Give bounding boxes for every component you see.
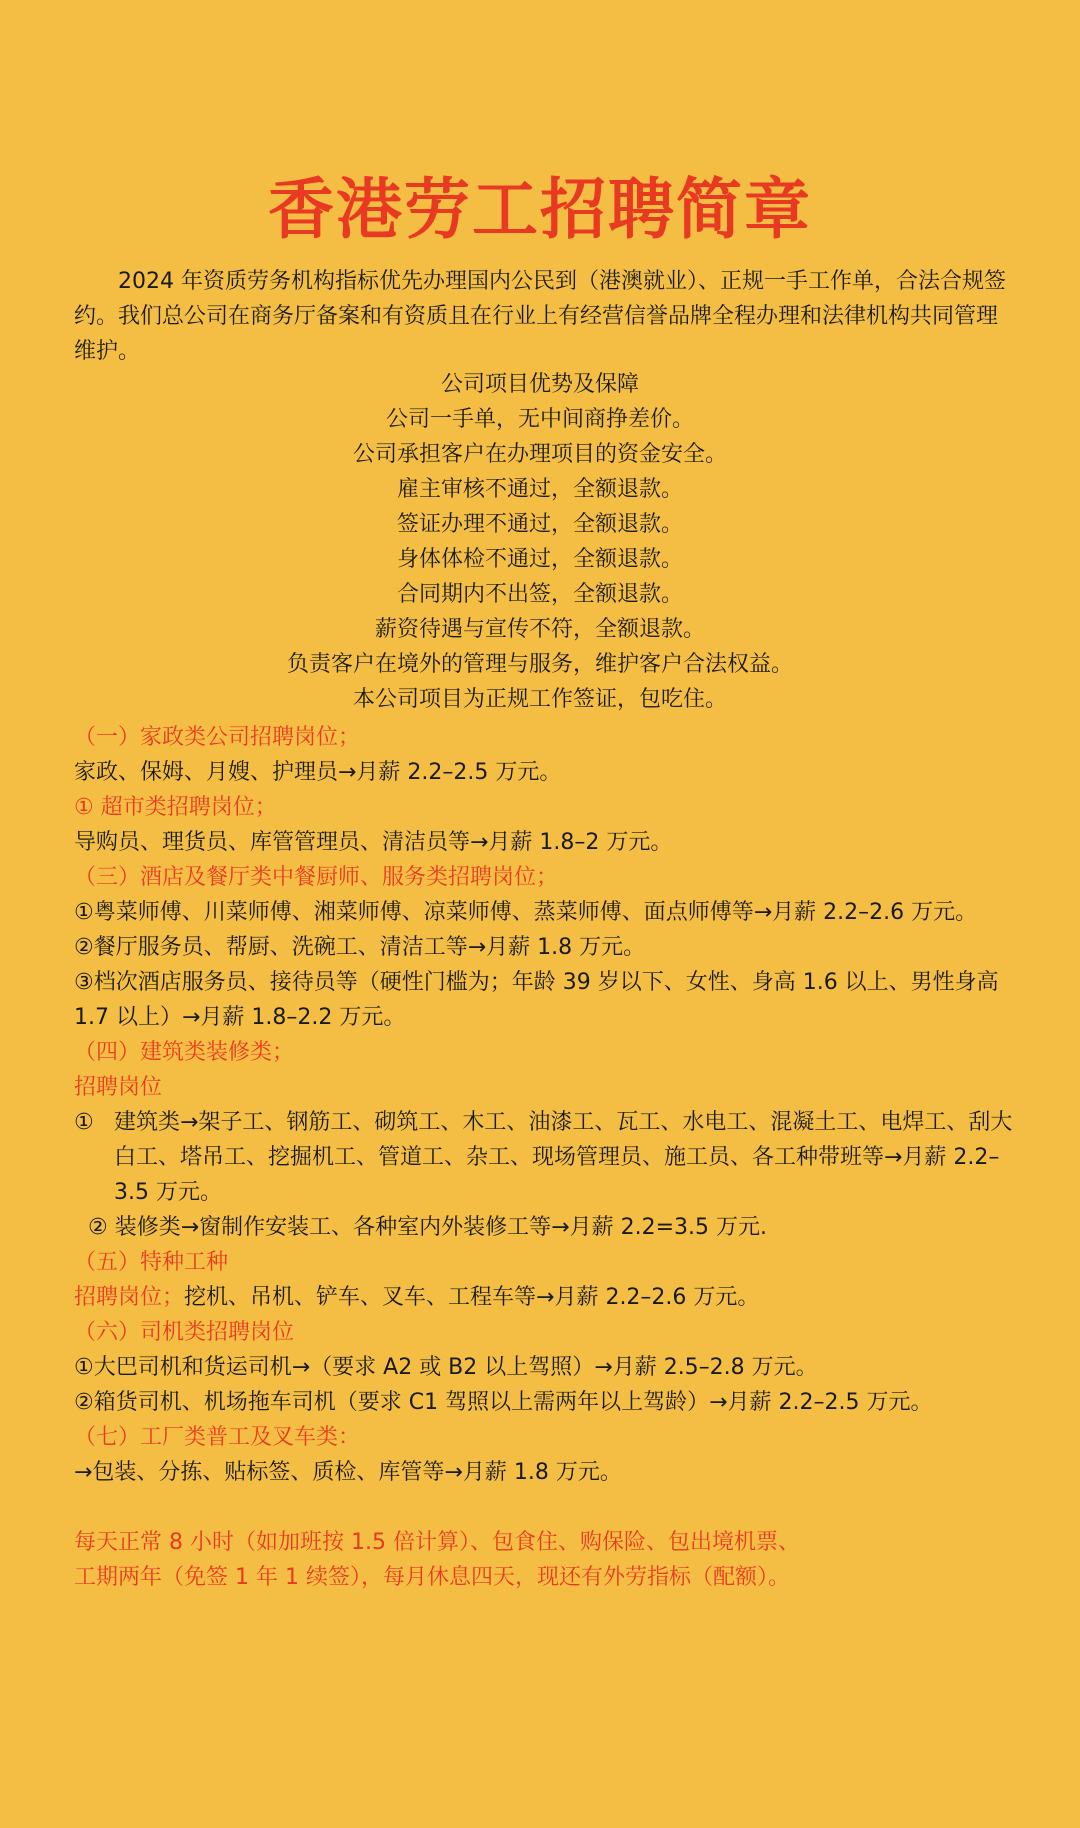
notice-line-1: 每天正常 8 小时（如加班按 1.5 倍计算）、包食住、购保险、包出境机票、 xyxy=(74,1530,800,1555)
job-text-construction: 建筑类→架子工、钢筋工、砌筑工、木工、油漆工、瓦工、水电工、混凝土工、电焊工、刮大白工、塔吊工、挖掘机工、管道工、杂工、现场管理员、施工员、各工种带班等→月薪 2.2–3.5 万元。 xyxy=(114,1110,1013,1205)
advantage-item: 签证办理不通过，全额退款。 xyxy=(396,512,683,537)
job-line-special xyxy=(74,1280,1014,1315)
job-line-housekeeping: 家政、保姆、月嫂、护理员→月薪 2.2–2.5 万元。 xyxy=(74,760,562,785)
section-heading-supermarket: ① 超市类招聘岗位； xyxy=(74,795,277,820)
spacer xyxy=(74,1490,1014,1525)
job-line-chef: ①粤菜师傅、川菜师傅、湘菜师傅、凉菜师傅、蒸菜师傅、面点师傅等→月薪 2.2–2.6 万元。 xyxy=(74,900,978,925)
job-line-van-driver: ②箱货司机、机场拖车司机（要求 C1 驾照以上需两年以上驾龄）→月薪 2.2–2.5 万元。 xyxy=(74,1390,933,1415)
job-line-bus-driver: ①大巴司机和货运司机→（要求 A2 或 B2 以上驾照）→月薪 2.5–2.8 万元。 xyxy=(74,1355,818,1380)
advantage-item: 雇主审核不通过，全额退款。 xyxy=(396,477,683,502)
job-line-construction xyxy=(74,1105,1014,1210)
notice-line-2: 工期两年（免签 1 年 1 续签），每月休息四天，现还有外劳指标（配额）。 xyxy=(74,1565,790,1590)
page-title: 香港劳工招聘简章 xyxy=(268,171,812,248)
job-listings xyxy=(74,720,1014,1595)
job-text-special: 挖机、吊机、铲车、叉车、工程车等→月薪 2.2–2.6 万元。 xyxy=(184,1285,760,1310)
intro-paragraph: 2024 年资质劳务机构指标优先办理国内公民到（港澳就业）、正规一手工作单，合法合规签约。我们总公司在商务厅备案和有资质且在行业上有经营信誉品牌全程办理和法律机构共同管理维护。 xyxy=(74,269,1006,364)
advantage-item: 本公司项目为正规工作签证，包吃住。 xyxy=(352,687,727,712)
advantages-block xyxy=(0,367,1080,717)
advantage-item: 薪资待遇与宣传不符，全额退款。 xyxy=(374,617,705,642)
section-heading-special: （五）特种工种 xyxy=(74,1250,229,1275)
section-heading-construction: （四）建筑类装修类； xyxy=(74,1040,295,1065)
section-subheading-positions: 招聘岗位 xyxy=(74,1075,163,1100)
advantage-item: 公司一手单，无中间商挣差价。 xyxy=(385,407,694,432)
job-line-restaurant: ②餐厅服务员、帮厨、洗碗工、清洁工等→月薪 1.8 万元。 xyxy=(74,935,646,960)
job-line-decoration: ② 装修类→窗制作安装工、各种室内外装修工等→月薪 2.2=3.5 万元. xyxy=(88,1215,767,1240)
section-heading-drivers: （六）司机类招聘岗位 xyxy=(74,1320,295,1345)
section-heading-hotel: （三）酒店及餐厅类中餐厨师、服务类招聘岗位； xyxy=(74,865,559,890)
section-heading-housekeeping: （一）家政类公司招聘岗位； xyxy=(74,725,361,750)
advantage-item: 身体体检不通过，全额退款。 xyxy=(396,547,683,572)
advantage-item: 负责客户在境外的管理与服务，维护客户合法权益。 xyxy=(286,652,793,677)
advantage-item: 合同期内不出签，全额退款。 xyxy=(396,582,683,607)
list-marker: ① xyxy=(74,1110,94,1135)
job-line-supermarket: 导购员、理货员、库管管理员、清洁员等→月薪 1.8–2 万元。 xyxy=(74,830,673,855)
positions-label: 招聘岗位； xyxy=(74,1285,185,1310)
advantages-heading: 公司项目优势及保障 xyxy=(440,372,639,397)
job-line-hotel-staff: ③档次酒店服务员、接待员等（硬性门槛为；年龄 39 岁以下、女性、身高 1.6 以上、男性身高 1.7 以上）→月薪 1.8–2.2 万元。 xyxy=(74,970,999,1030)
section-heading-factory: （七）工厂类普工及叉车类： xyxy=(74,1425,361,1450)
job-line-factory: →包装、分拣、贴标签、质检、库管等→月薪 1.8 万元。 xyxy=(74,1460,622,1485)
advantage-item: 公司承担客户在办理项目的资金安全。 xyxy=(352,442,727,467)
